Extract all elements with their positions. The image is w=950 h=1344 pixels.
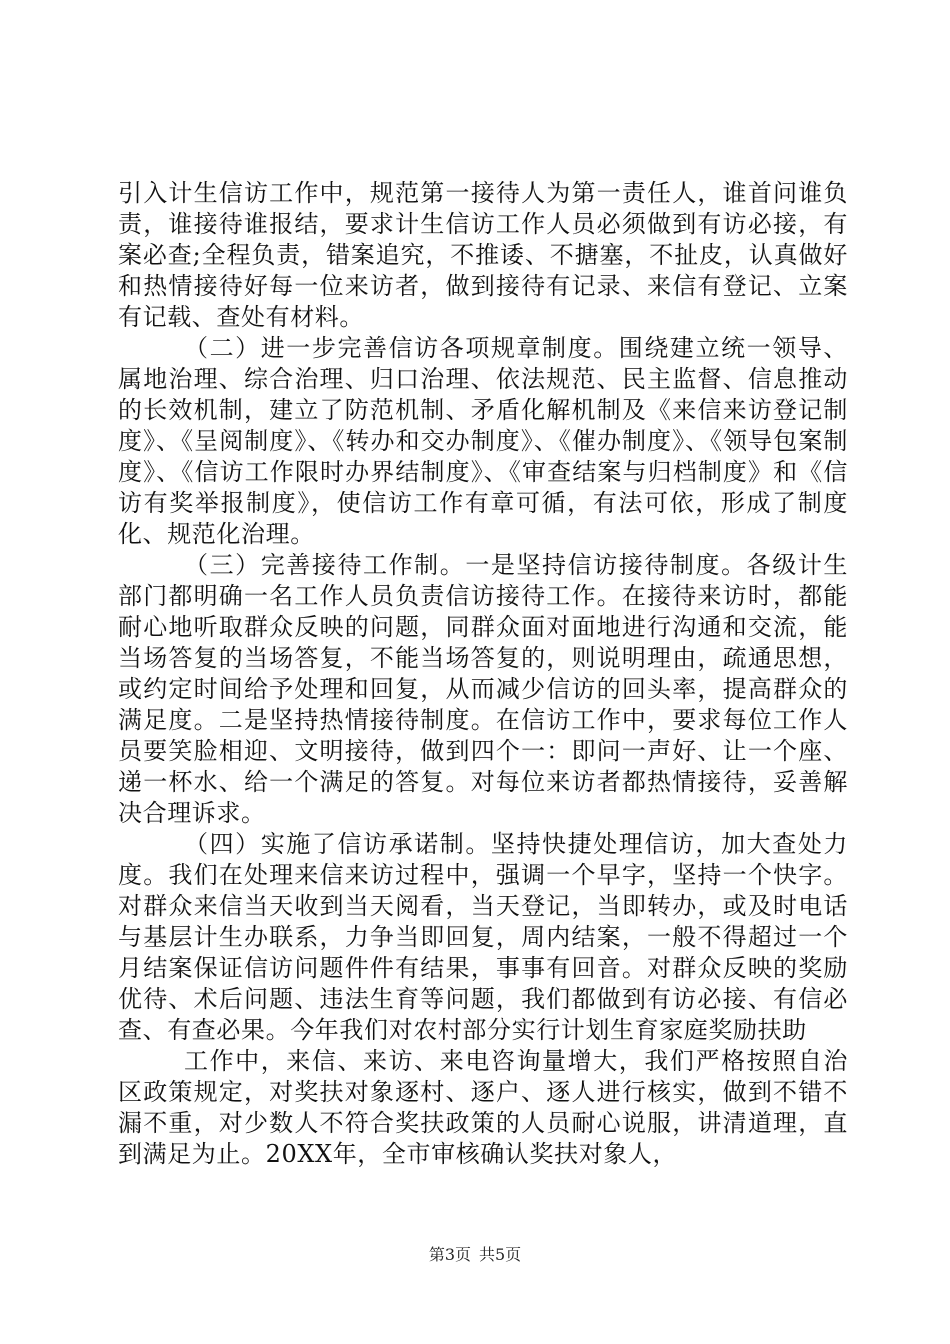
paragraph-2: （二）进一步完善信访各项规章制度。围绕建立统一领导、属地治理、综合治理、归口治理、依法规范、民主监督、信息推动的长效机制，建立了防范机制、矛盾化解机制及《来信来访登记制度》、《呈阅制度》、《转办和交办制度》、《催办制度》、《领导包案制度》、《信访工作限时办界结制度》、《审查结案与归档制度》和《信访有奖举报制度》，使信访工作有章可循，有法可依，形成了制度化、规范化治理。 <box>118 334 848 548</box>
paragraph-5: 工作中，来信、来访、来电咨询量增大，我们严格按照自治区政策规定，对奖扶对象逐村、逐户、逐人进行核实，做到不错不漏不重，对少数人不符合奖扶政策的人员耐心说服，讲清道理，直到满足为止。20XX年，全市审核确认奖扶对象人， <box>118 1047 848 1168</box>
paragraph-4: （四）实施了信访承诺制。坚持快捷处理信访，加大查处力度。我们在处理来信来访过程中，强调一个早字，坚持一个快字。对群众来信当天收到当天阅看，当天登记，当即转办，或及时电话与基层计生办联系，力争当即回复，周内结案，一般不得超过一个月结案保证信访问题件件有结果，事事有回音。对群众反映的奖励优待、术后问题、违法生育等问题，我们都做到有访必接、有信必查、有查必果。今年我们对农村部分实行计划生育家庭奖励扶助 <box>118 830 848 1044</box>
page-footer <box>0 1245 950 1265</box>
paragraph-1: 引入计生信访工作中，规范第一接待人为第一责任人，谁首问谁负责，谁接待谁报结，要求计生信访工作人员必须做到有访必接，有案必查;全程负责，错案追究，不推诿、不搪塞，不扯皮，认真做好和热情接待好每一位来访者，做到接待有记录、来信有登记、立案有记载、查处有材料。 <box>118 179 848 331</box>
page-number-total: 共5页 <box>479 1245 522 1264</box>
document-body <box>118 178 848 1170</box>
page-number-current: 第3页 <box>428 1245 471 1264</box>
paragraph-3: （三）完善接待工作制。一是坚持信访接待制度。各级计生部门都明确一名工作人员负责信访接待工作。在接待来访时，都能耐心地听取群众反映的问题，同群众面对面地进行沟通和交流，能当场答复的当场答复，不能当场答复的，则说明理由，疏通思想，或约定时间给予处理和回复，从而减少信访的回头率，提高群众的满足度。二是坚持热情接待制度。在信访工作中，要求每位工作人员要笑脸相迎、文明接待，做到四个一：即问一声好、让一个座、递一杯水、给一个满足的答复。对每位来访者都热情接待，妥善解决合理诉求。 <box>118 551 848 827</box>
